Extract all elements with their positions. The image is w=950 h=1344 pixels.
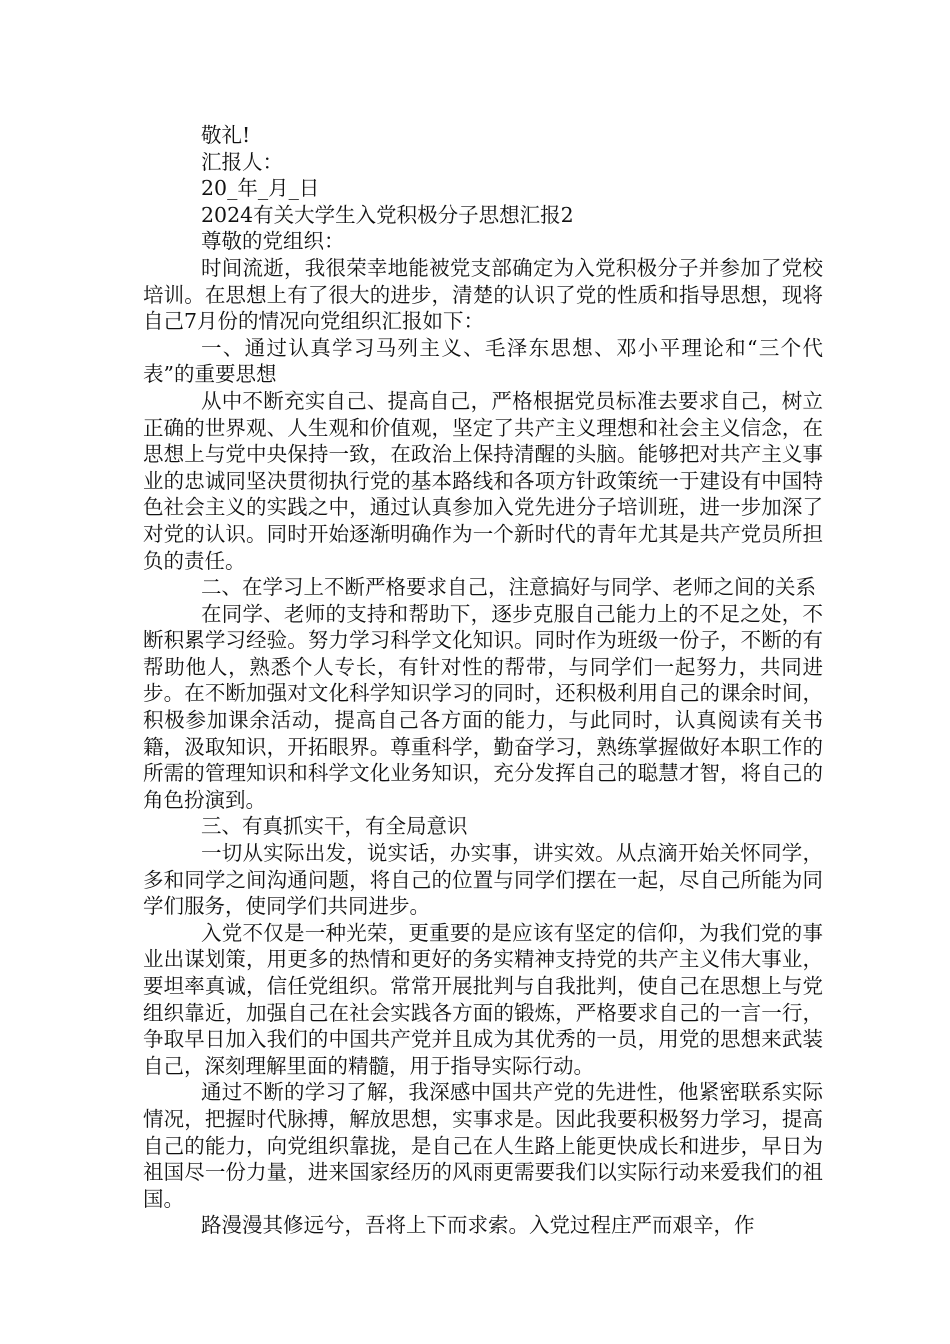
section-1-body: 从中不断充实自己、提高自己，严格根据党员标准去要求自己，树立正确的世界观、人生观和价值观，坚定了共产主义理想和社会主义信念，在思想上与党中央保持一致，在政治上保持清醒的头脑。能够把对共产主义事业的忠诚同坚决贯彻执行党的基本路线和各项方针政策统一于建设有中国特色社会主义的实践之中，通过认真参加入党先进分子培训班，进一步加深了对党的认识。同时开始逐渐明确作为一个新时代的青年尤其是共产党员所担负的责任。 xyxy=(143,388,823,573)
closing-paragraph: 路漫漫其修远兮，吾将上下而求索。入党过程庄严而艰辛，作 xyxy=(201,1213,755,1238)
reporter-line: 汇报人： xyxy=(201,149,283,174)
date-line: 20_年_月_日 xyxy=(201,176,320,201)
section-1-heading: 一、通过认真学习马列主义、毛泽东思想、邓小平理论和“三个代表”的重要思想 xyxy=(143,335,823,387)
section-2-heading: 二、在学习上不断严格要求自己，注意搞好与同学、老师之间的关系 xyxy=(201,575,816,600)
closing-line: 敬礼! xyxy=(201,123,251,147)
salutation: 尊敬的党组织： xyxy=(201,229,345,254)
party-paragraph: 入党不仅是一种光荣，更重要的是应该有坚定的信仰，为我们党的事业出谋划策，用更多的热情和更好的务实精神支持党的共产主义伟大事业，要坦率真诚，信任党组织。常常开展批判与自我批判，使自己在思想上与党组织靠近，加强自己在社会实践各方面的锻炼，严格要求自己的一言一行，争取早日加入我们的中国共产党并且成为其优秀的一员，用党的思想来武装自己，深刻理解里面的精髓，用于指导实际行动。 xyxy=(143,920,823,1078)
learning-paragraph: 通过不断的学习了解，我深感中国共产党的先进性，他紧密联系实际情况，把握时代脉搏，解放思想，实事求是。因此我要积极努力学习，提高自己的能力，向党组织靠拢，是自己在人生路上能更快成长和进步，早日为祖国尽一份力量，进来国家经历的风雨更需要我们以实际行动来爱我们的祖国。 xyxy=(143,1080,823,1211)
section-2-body: 在同学、老师的支持和帮助下，逐步克服自己能力上的不足之处，不断积累学习经验。努力学习科学文化知识。同时作为班级一份子，不断的有帮助他人，熟悉个人专长，有针对性的帮带，与同学们一起努力，共同进步。在不断加强对文化科学知识学习的同时，还积极利用自己的课余时间，积极参加课余活动，提高自己各方面的能力，与此同时，认真阅读有关书籍，汲取知识，开拓眼界。尊重科学，勤奋学习，熟练掌握做好本职工作的所需的管理知识和科学文化业务知识，充分发挥自己的聪慧才智，将自己的角色扮演到。 xyxy=(143,601,823,812)
section-3-heading: 三、有真抓实干，有全局意识 xyxy=(201,814,468,839)
document-title: 2024有关大学生入党积极分子思想汇报2 xyxy=(201,202,574,227)
intro-paragraph: 时间流逝，我很荣幸地能被党支部确定为入党积极分子并参加了党校培训。在思想上有了很大的进步，清楚的认识了党的性质和指导思想，现将自己7月份的情况向党组织汇报如下： xyxy=(143,255,823,334)
section-3-body: 一切从实际出发，说实话，办实事，讲实效。从点滴开始关怀同学，多和同学之间沟通问题，将自己的位置与同学们摆在一起，尽自己所能为同学们服务，使同学们共同进步。 xyxy=(143,841,823,919)
document-page xyxy=(143,122,823,1239)
